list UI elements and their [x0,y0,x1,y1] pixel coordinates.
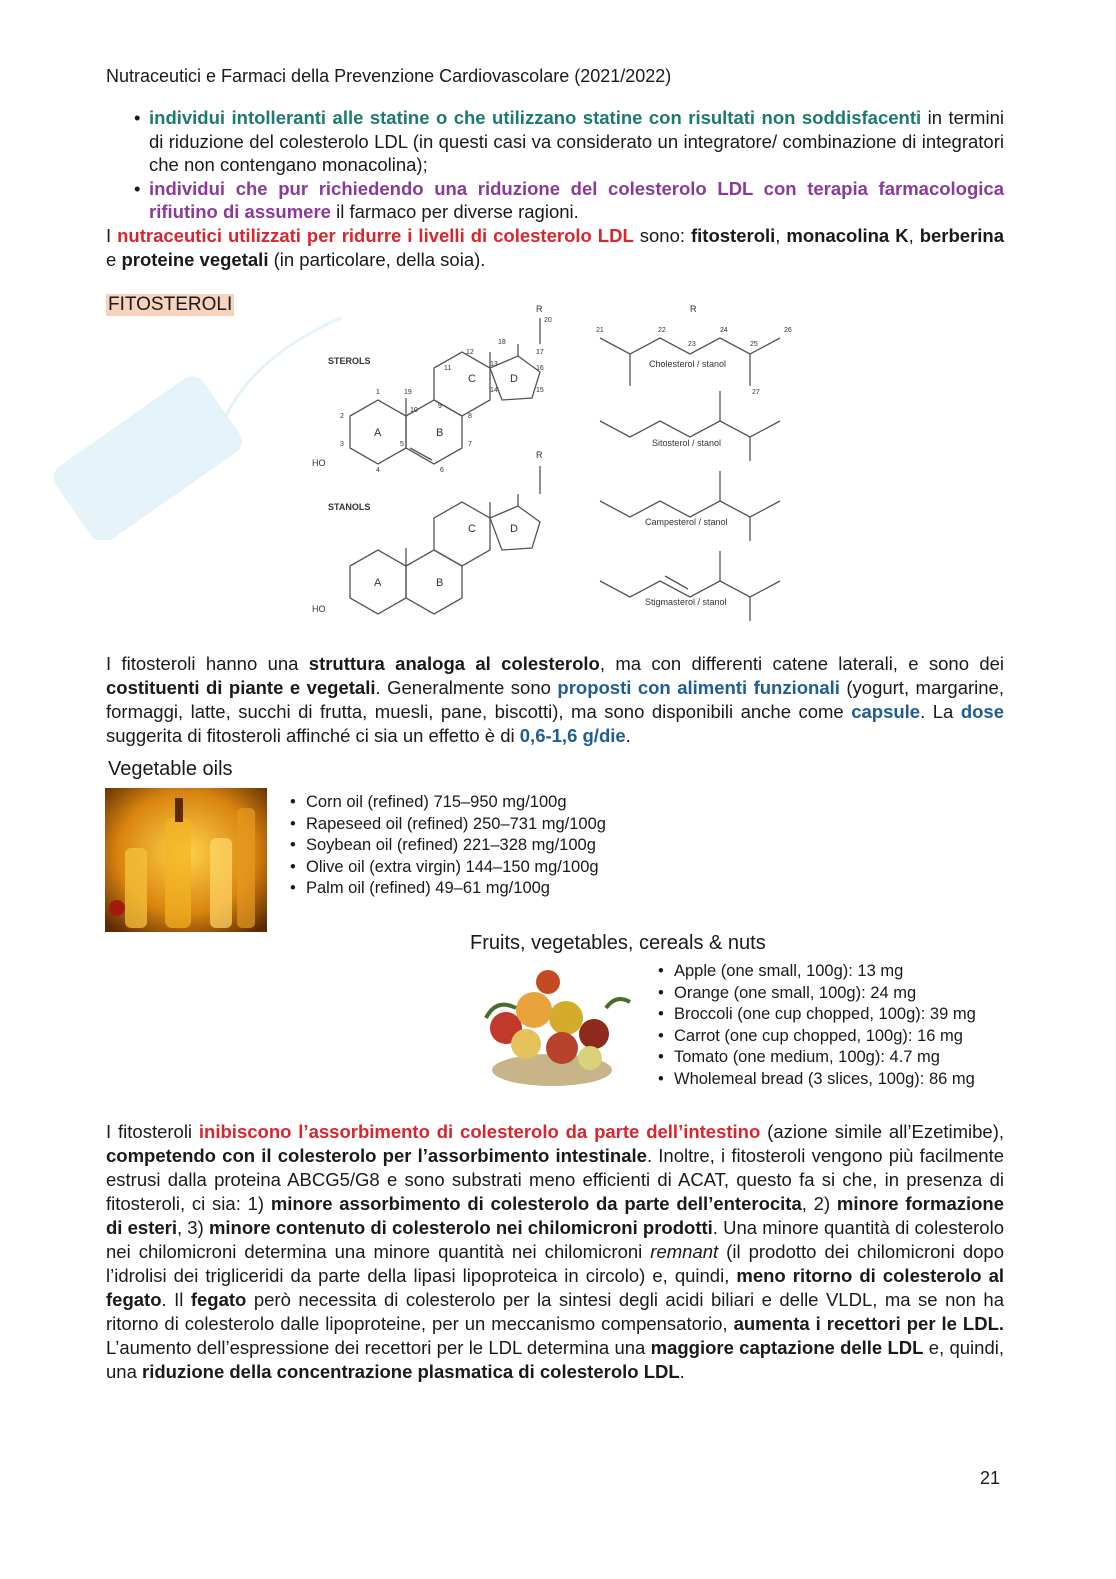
atom-number: 4 [376,467,380,474]
fruit-basket-photo [466,958,638,1092]
atom-number: 19 [404,389,412,396]
atom-number: 8 [468,413,472,420]
vegetable-oils-list [290,792,606,900]
atom-number: 10 [410,407,418,414]
bold-text: competendo con il colesterolo per l’assorbimento intestinale [106,1145,647,1166]
text: (azione simile all’Ezetimibe), [760,1121,1005,1142]
italic-text: remnant [650,1241,719,1262]
list-item: • Carrot (one cup chopped, 100g): 16 mg [658,1026,976,1048]
bold-text: minore formazione di esteri [106,1193,1005,1238]
atom-number: 9 [438,403,442,410]
ring-label: C [468,373,476,385]
bullet-text: il farmaco per diverse ragioni. [330,201,579,222]
chain-label: Stigmasterol / stanol [645,597,727,607]
atom-number: 23 [688,341,696,348]
text: . Generalmente sono [375,677,558,698]
list-item: • Palm oil (refined) 49–61 mg/100g [290,878,606,900]
bullet-highlight: individui intolleranti alle statine o che utilizzano statine con risultati non soddisfacenti [149,107,922,128]
atom-number: 7 [468,441,472,448]
bold-text: monacolina K [786,225,909,246]
text: , ma con differenti catene laterali, e sono dei [599,653,1005,674]
atom-number: 5 [400,441,404,448]
text: , [775,225,787,246]
chain-label: Cholesterol / stanol [649,359,727,369]
text: L’aumento dell’espressione dei recettori per le LDL determina una [106,1337,651,1358]
ring-label: A [374,577,382,589]
atom-number: 27 [752,389,760,396]
chain-label: Campesterol / stanol [645,517,728,527]
text: . La [920,701,961,722]
atom-number: 14 [490,387,498,394]
ho-label: HO [312,458,326,468]
list-item: • Broccoli (one cup chopped, 100g): 39 mg [658,1004,976,1026]
bold-text: fitosteroli [691,225,776,246]
atom-number: 3 [340,441,344,448]
bold-text: minore contenuto di colesterolo nei chilomicroni prodotti [208,1217,713,1238]
page-number: 21 [980,1468,1001,1488]
text: , [908,225,920,246]
atom-number: 25 [750,341,758,348]
vegetable-oils-photo [105,788,267,932]
ring-label: C [468,523,476,535]
chain-label: Sitosterol / stanol [652,438,722,448]
atom-number: 11 [444,365,452,372]
ring-label: B [436,427,444,439]
text: , 2) [801,1193,837,1214]
vegetable-oils-title: Vegetable oils [108,758,233,780]
atom-number: 6 [440,467,444,474]
bold-text: berberina [919,225,1004,246]
r-label: R [690,304,697,314]
fruits-title: Fruits, vegetables, cereals & nuts [470,932,766,954]
section-title: FITOSTEROLI [108,294,233,315]
atom-number: 20 [544,317,552,324]
atom-number: 1 [376,389,380,396]
atom-number: 17 [536,349,544,356]
sterols-label: STEROLS [328,356,371,366]
atom-number: 2 [340,413,344,420]
list-item: • Apple (one small, 100g): 13 mg [658,961,976,983]
text: , 3) [176,1217,209,1238]
running-header: Nutraceutici e Farmaci della Prevenzione Cardiovascolare (2021/2022) [106,66,672,86]
blue-highlight: dose [960,701,1004,722]
text: . Il [161,1289,191,1310]
list-item: • Orange (one small, 100g): 24 mg [658,983,976,1005]
text: (il prodotto dei chilomicroni dopo l’idrolisi dei trigliceridi da parte della lipasi lipoproteica in circolo) e, quindi, [106,1241,1004,1286]
mechanism-paragraph [106,1120,1004,1384]
atom-number: 16 [536,365,544,372]
text: I fitosteroli [106,1121,199,1142]
bold-text: fegato [190,1289,247,1310]
list-item: • Wholemeal bread (3 slices, 100g): 86 mg [658,1069,976,1091]
bullet-item [106,106,1004,177]
atom-number: 18 [498,339,506,346]
text: . [679,1361,685,1382]
ring-label: D [510,523,518,535]
fruits-list [658,961,976,1090]
fitosteroli-paragraph [106,652,1004,748]
list-item: • Corn oil (refined) 715–950 mg/100g [290,792,606,814]
text: però necessita di colesterolo per la sintesi degli acidi biliari e delle VLDL, ma se non ha ritorno di colesterolo dalle lipoproteine, per un meccanismo compensatorio, [106,1289,1004,1334]
atom-number: 12 [466,349,474,356]
ho-label: HO [312,604,326,614]
text: . Una minore quantità di colesterolo nei chilomicroni determina una minore quantità nei chilomicroni [106,1217,1004,1262]
text: (in particolare, della soia). [268,249,486,270]
list-item: • Soybean oil (refined) 221–328 mg/100g [290,835,606,857]
intro-paragraph [106,224,1004,272]
text: suggerita di fitosteroli affinché ci sia un effetto è di [106,725,520,746]
bold-text: aumenta i recettori per le LDL. [733,1313,1005,1334]
r-label: R [536,450,543,460]
red-highlight: inibiscono l’assorbimento di colesterolo da parte dell’intestino [198,1121,761,1142]
text: e [106,249,122,270]
bullet-highlight: individui che pur richiedendo una riduzione del colesterolo LDL con terapia farmacologica rifiutino di assumere [149,177,1004,222]
bold-text: costituenti di piante e vegetali [106,677,376,698]
atom-number: 26 [784,327,792,334]
text: sono: [633,225,691,246]
blue-highlight: capsule [851,701,921,722]
list-item: • Olive oil (extra virgin) 144–150 mg/100g [290,857,606,879]
text: . Inoltre, i fitosteroli vengono più facilmente estrusi dalla proteina ABCG5/G8 e sono substrati meno efficienti di ACAT, questo fa si che, in presenza di fitosteroli, ci sia: 1) [106,1145,1004,1214]
atom-number: 24 [720,327,728,334]
blue-highlight: proposti con alimenti funzionali [557,677,840,698]
atom-number: 13 [490,361,498,368]
ring-label: D [510,373,518,385]
list-item: • Tomato (one medium, 100g): 4.7 mg [658,1047,976,1069]
bold-text: riduzione della concentrazione plasmatica di colesterolo LDL [142,1361,680,1382]
text: I fitosteroli hanno una [106,653,309,674]
bold-text: minore assorbimento di colesterolo da parte dell’enterocita [270,1193,802,1214]
ring-label: B [436,577,444,589]
bold-text: struttura analoga al colesterolo [308,653,600,674]
text: . [625,725,631,746]
text: e, quindi, una [106,1337,1004,1382]
sterol-structure-diagram [300,296,800,626]
bullet-item [106,177,1004,224]
ring-label: A [374,427,382,439]
list-item: • Rapeseed oil (refined) 250–731 mg/100g [290,814,606,836]
bullet-list [106,106,1004,224]
bold-text: meno ritorno di colesterolo al fegato [106,1265,1004,1310]
bullet-text: in termini di riduzione del colesterolo LDL (in questi casi va considerato un integratore/ combinazione di integratori che non contengano monacolina); [149,107,1004,175]
atom-number: 21 [596,327,604,334]
text: I [106,225,118,246]
blue-highlight: 0,6-1,6 g/die [519,725,626,746]
red-highlight: nutraceutici utilizzati per ridurre i livelli di colesterolo LDL [117,225,634,246]
bold-text: maggiore captazione delle LDL [650,1337,924,1358]
text: (yogurt, margarine, formaggi, latte, succhi di frutta, muesli, pane, biscotti), ma sono disponibili anche come [106,677,1004,722]
stanols-label: STANOLS [328,502,371,512]
atom-number: 15 [536,387,544,394]
atom-number: 22 [658,327,666,334]
r-label: R [536,304,543,314]
bold-text: proteine vegetali [121,249,269,270]
